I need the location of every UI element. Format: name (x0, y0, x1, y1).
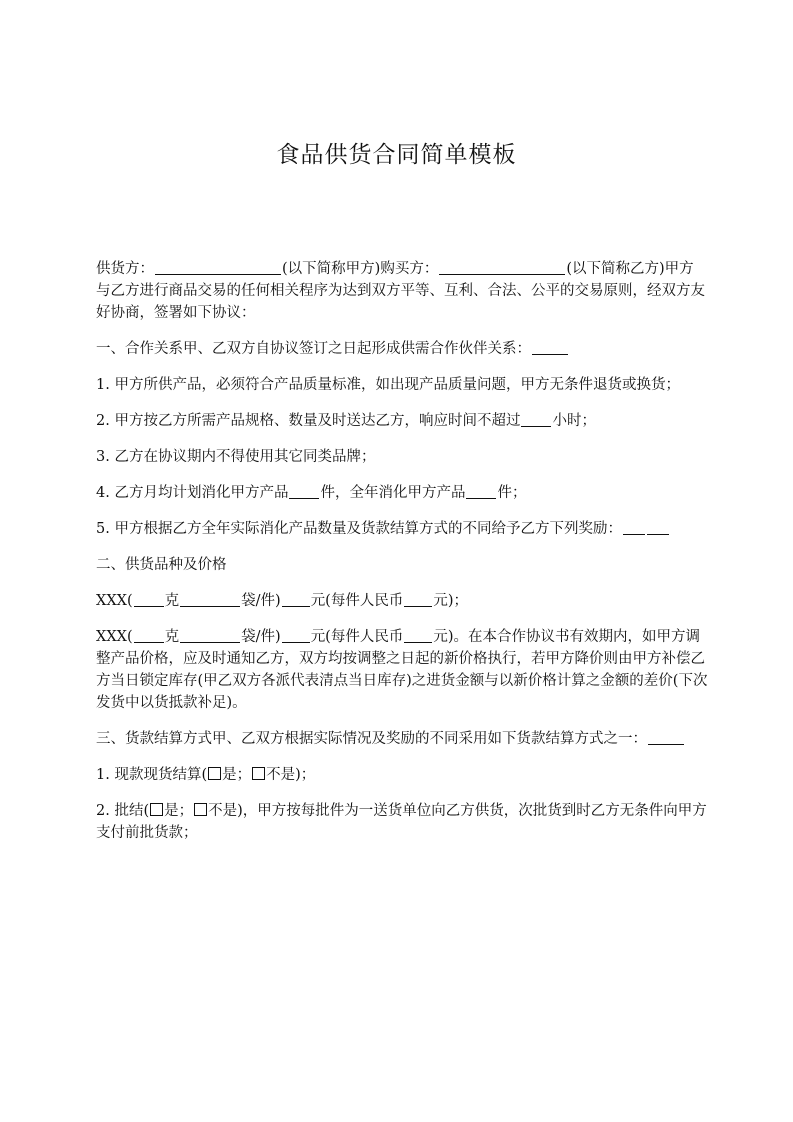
section3-heading-text: 三、货款结算方式甲、乙双方根据实际情况及奖励的不同采用如下货款结算方式之一： (96, 731, 647, 747)
batch-no-checkbox[interactable] (194, 803, 207, 816)
section3-item1 (96, 764, 708, 786)
reward-blank-1[interactable] (623, 519, 645, 535)
price2-yuan-blank[interactable] (282, 627, 310, 643)
item4-text-a: 4. 乙方月均计划消化甲方产品 (96, 485, 289, 501)
buyer-suffix: (以下简称乙方) (566, 261, 665, 277)
section1-item3: 3. 乙方在协议期内不得使用其它同类品牌； (96, 449, 376, 465)
price2-bags-blank[interactable] (180, 627, 240, 643)
price1-text-b: 克 (164, 593, 180, 609)
intro-paragraph (96, 258, 708, 324)
price1-text-d: 元(每件人民币 (310, 593, 404, 609)
item2-text-a: 2. 甲方按乙方所需产品规格、数量及时送达乙方，响应时间不超过 (96, 413, 521, 429)
price2-text-a: XXX( (96, 629, 133, 645)
item4-text-b: 件，全年消化甲方产品 (320, 485, 466, 501)
section3-item2 (96, 800, 708, 844)
price2-text-d: 元(每件人民币 (310, 629, 404, 645)
price1-bags-blank[interactable] (180, 591, 240, 607)
section1-heading-text: 一、合作关系甲、乙双方自协议签订之日起形成供需合作伙伴关系： (96, 341, 531, 357)
price1-text-e: 元)； (433, 593, 469, 609)
section1-heading (96, 338, 708, 360)
buyer-blank[interactable] (439, 259, 565, 275)
price2-text-e: 元)。在本合作协议书有效期内，如甲方调整产品价格，应及时通知乙方，双方均按调整之日起的新价格执行，若甲方降价则由甲方补偿乙方当日锁定库存(甲乙双方各派代表清点当日库存)之进货金额与以新价格计算之金额的差价(下次发货中以货抵款补足)。 (96, 629, 708, 711)
s3-item2-text-a: 2. 批结( (96, 803, 150, 819)
s3-item2-text-c: 不是)，甲方按每批件为一送货单位向乙方供货，次批货到时乙方无条件向甲方支付前批货款； (96, 803, 707, 841)
section1-item4 (96, 482, 708, 504)
price-line-2 (96, 626, 708, 714)
item2-text-b: 小时； (552, 413, 596, 429)
price1-text-a: XXX( (96, 593, 133, 609)
price2-text-b: 克 (164, 629, 180, 645)
price1-text-c: 袋/件) (241, 593, 281, 609)
price1-weight-blank[interactable] (134, 591, 164, 607)
item4-text-c: 件； (497, 485, 527, 501)
reward-blank-2[interactable] (647, 519, 669, 535)
price1-rmb-blank[interactable] (404, 591, 432, 607)
s3-item1-text-c: 不是)； (266, 767, 316, 783)
settlement-method-blank[interactable] (648, 729, 684, 745)
s3-item2-text-b: 是； (164, 803, 194, 819)
price-line-1 (96, 590, 708, 612)
response-hours-blank[interactable] (521, 411, 551, 427)
document-title: 食品供货合同简单模板 (276, 142, 517, 168)
intro-text: 甲方与乙方进行商品交易的任何相关程序为达到双方平等、互利、合法、公平的交易原则，经双方友好协商，签署如下协议： (96, 261, 705, 321)
price2-weight-blank[interactable] (134, 627, 164, 643)
supplier-blank[interactable] (155, 259, 281, 275)
section1-item2 (96, 410, 708, 432)
item5-text: 5. 甲方根据乙方全年实际消化产品数量及货款结算方式的不同给予乙方下列奖励： (96, 521, 622, 537)
section1-item1: 1. 甲方所供产品，必须符合产品质量标准，如出现产品质量问题，甲方无条件退货或换货； (96, 377, 680, 393)
price1-yuan-blank[interactable] (282, 591, 310, 607)
batch-yes-checkbox[interactable] (150, 803, 163, 816)
cash-yes-checkbox[interactable] (208, 767, 221, 780)
section1-item5 (96, 518, 708, 540)
relationship-blank[interactable] (532, 339, 568, 355)
cash-no-checkbox[interactable] (252, 767, 265, 780)
supplier-label: 供货方： (96, 261, 154, 277)
s3-item1-text-a: 1. 现款现货结算( (96, 767, 208, 783)
s3-item1-text-b: 是； (222, 767, 252, 783)
document-body (96, 258, 708, 844)
section2-heading: 二、供货品种及价格 (96, 557, 227, 573)
price2-text-c: 袋/件) (241, 629, 281, 645)
monthly-quantity-blank[interactable] (289, 483, 319, 499)
price2-rmb-blank[interactable] (404, 627, 432, 643)
section3-heading (96, 728, 708, 750)
yearly-quantity-blank[interactable] (466, 483, 496, 499)
supplier-suffix: (以下简称甲方)购买方： (282, 261, 439, 277)
